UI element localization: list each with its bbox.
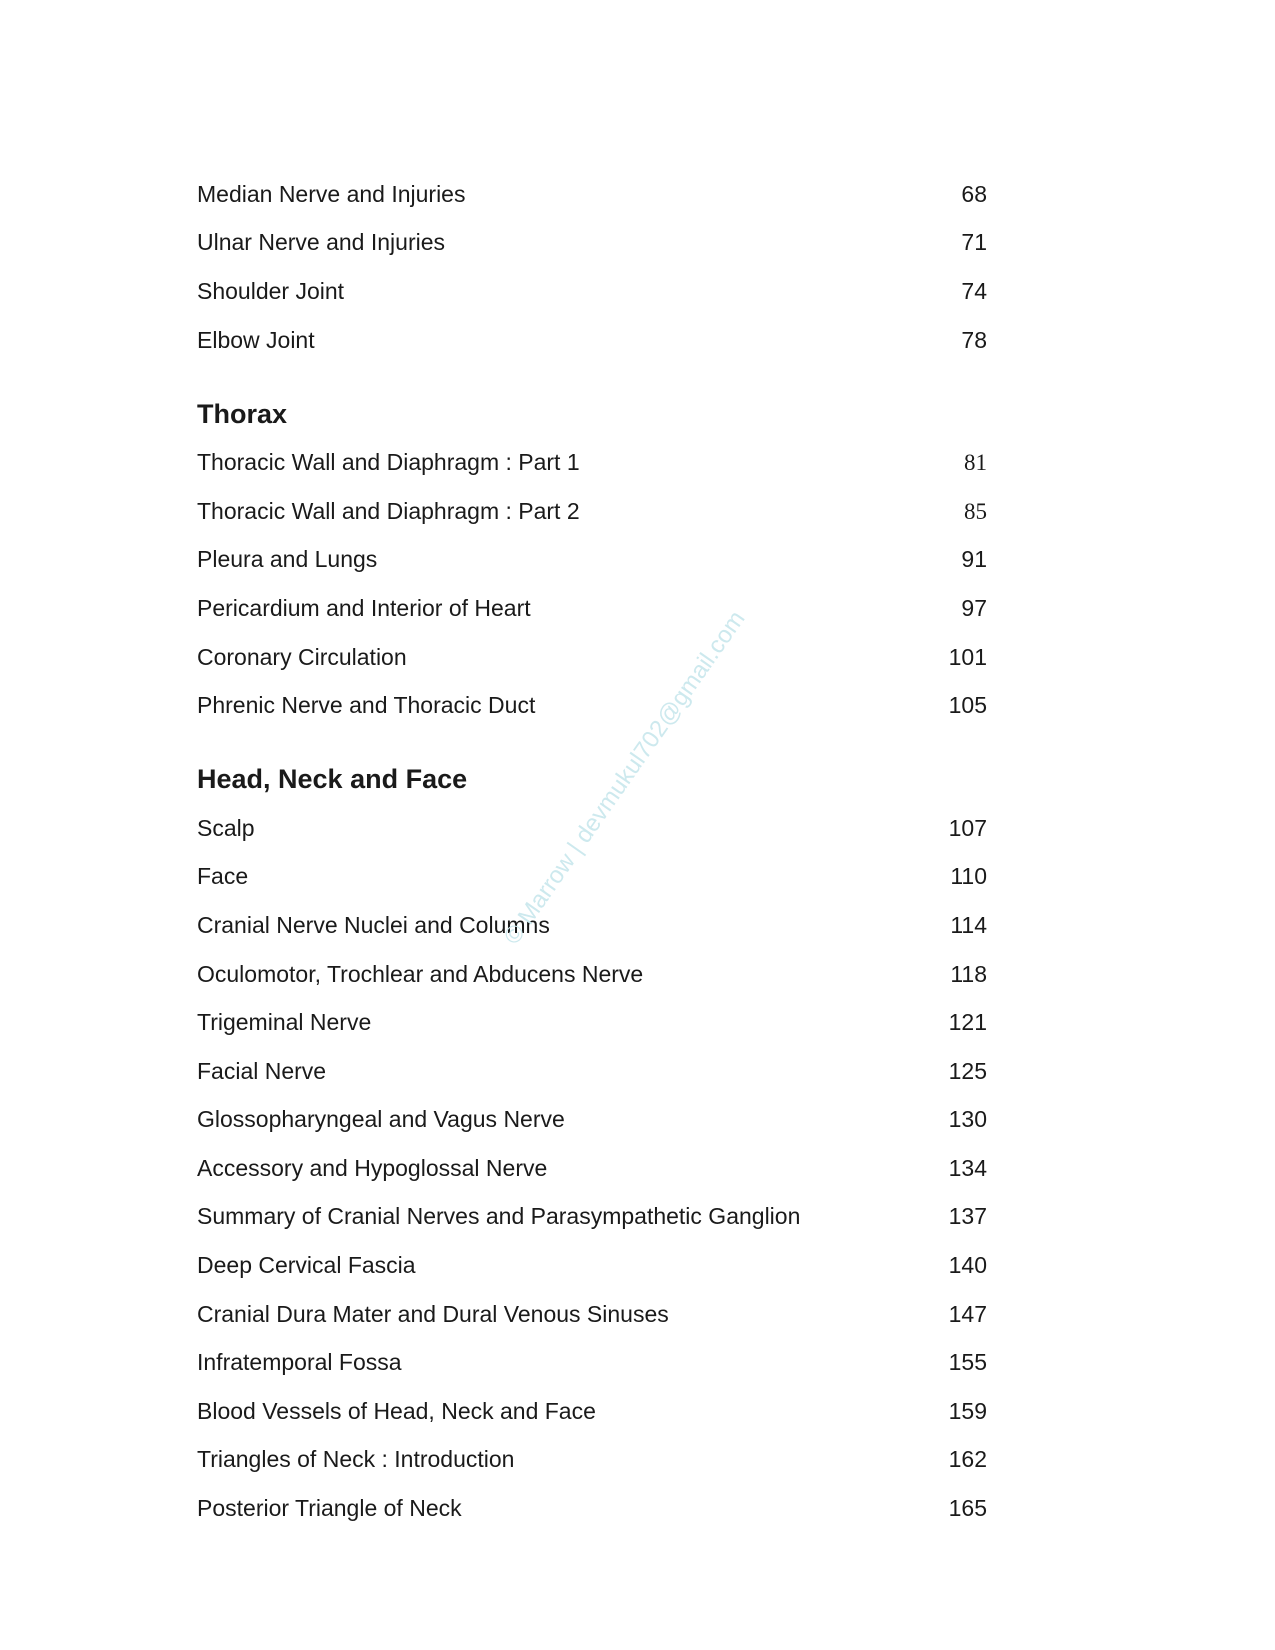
toc-entry[interactable] <box>197 1047 987 1096</box>
table-of-contents <box>197 170 987 1533</box>
toc-entry[interactable] <box>197 1338 987 1387</box>
toc-entry-page-number: 118 <box>950 960 987 987</box>
toc-entry-page-number: 147 <box>948 1300 987 1327</box>
toc-entry-title: Facial Nerve <box>197 1057 327 1084</box>
toc-entry[interactable] <box>197 804 987 853</box>
toc-entry-title: Cranial Nerve Nuclei and Columns <box>197 911 550 938</box>
toc-entry-title: Deep Cervical Fascia <box>197 1252 416 1279</box>
toc-entry[interactable] <box>197 633 987 682</box>
toc-entry-page-number: 105 <box>948 692 987 719</box>
toc-entry-title: Accessory and Hypoglossal Nerve <box>197 1154 548 1181</box>
toc-entry-page-number: 140 <box>948 1252 987 1279</box>
section-heading: Head, Neck and Face <box>197 764 468 795</box>
toc-entry-title: Coronary Circulation <box>197 643 407 670</box>
toc-entry[interactable] <box>197 1096 987 1145</box>
toc-entry-page-number: 97 <box>961 594 987 621</box>
toc-entry-title: Summary of Cranial Nerves and Parasympathetic Ganglion <box>197 1203 801 1230</box>
toc-entry-title: Pleura and Lungs <box>197 546 378 573</box>
toc-entry-title: Infratemporal Fossa <box>197 1349 402 1376</box>
toc-entry-title: Trigeminal Nerve <box>197 1009 372 1036</box>
toc-entry-page-number: 85 <box>964 498 987 524</box>
watermark: © Marrow | devmukul702@gmail.com <box>498 605 751 950</box>
toc-entry-page-number: 130 <box>948 1106 987 1133</box>
toc-entry-title: Face <box>197 863 249 890</box>
toc-entry[interactable] <box>197 487 987 536</box>
toc-entry-page-number: 91 <box>961 546 987 573</box>
toc-entry-title: Pericardium and Interior of Heart <box>197 594 531 621</box>
toc-entry[interactable] <box>197 267 987 316</box>
toc-entry-page-number: 110 <box>950 863 987 890</box>
toc-entry[interactable] <box>197 170 987 219</box>
toc-entry-page-number: 101 <box>948 643 987 670</box>
toc-entry-page-number: 162 <box>948 1446 987 1473</box>
toc-entry-title: Scalp <box>197 814 255 841</box>
toc-entry-title: Oculomotor, Trochlear and Abducens Nerve <box>197 960 644 987</box>
toc-entry[interactable] <box>197 901 987 950</box>
toc-entry[interactable] <box>197 681 987 730</box>
toc-entry-title: Blood Vessels of Head, Neck and Face <box>197 1397 596 1424</box>
toc-entry-page-number: 74 <box>961 277 987 304</box>
toc-entry-title: Cranial Dura Mater and Dural Venous Sinuses <box>197 1300 669 1327</box>
toc-entry[interactable] <box>197 219 987 268</box>
toc-entry-page-number: 68 <box>961 180 987 207</box>
toc-entry[interactable] <box>197 998 987 1047</box>
toc-entry-page-number: 134 <box>948 1154 987 1181</box>
toc-entry[interactable] <box>197 950 987 999</box>
toc-entry[interactable] <box>197 584 987 633</box>
toc-entry-page-number: 137 <box>948 1203 987 1230</box>
toc-entry-page-number: 159 <box>948 1397 987 1424</box>
toc-entry-title: Ulnar Nerve and Injuries <box>197 229 446 256</box>
toc-entry-page-number: 71 <box>961 229 987 256</box>
toc-entry[interactable] <box>197 1193 987 1242</box>
toc-entry-page-number: 155 <box>948 1349 987 1376</box>
toc-entry[interactable] <box>197 438 987 487</box>
toc-entry-title: Phrenic Nerve and Thoracic Duct <box>197 692 536 719</box>
toc-entry-page-number: 107 <box>948 814 987 841</box>
toc-entry-page-number: 81 <box>964 450 987 476</box>
toc-entry[interactable] <box>197 1436 987 1485</box>
toc-entry-page-number: 78 <box>961 326 987 353</box>
toc-entry[interactable] <box>197 1144 987 1193</box>
toc-entry-title: Glossopharyngeal and Vagus Nerve <box>197 1106 565 1133</box>
toc-entry-title: Elbow Joint <box>197 326 315 353</box>
toc-entry-title: Shoulder Joint <box>197 277 345 304</box>
toc-entry-page-number: 114 <box>950 911 987 938</box>
toc-entry-title: Triangles of Neck : Introduction <box>197 1446 515 1473</box>
section-heading: Thorax <box>197 398 288 429</box>
toc-entry[interactable] <box>197 316 987 365</box>
toc-entry-page-number: 121 <box>948 1009 987 1036</box>
toc-entry[interactable] <box>197 1387 987 1436</box>
toc-entry[interactable] <box>197 1241 987 1290</box>
toc-entry[interactable] <box>197 853 987 902</box>
toc-entry-page-number: 125 <box>948 1057 987 1084</box>
toc-entry[interactable] <box>197 1484 987 1533</box>
toc-entry[interactable] <box>197 1290 987 1339</box>
toc-entry-title: Thoracic Wall and Diaphragm : Part 2 <box>197 497 580 524</box>
toc-entry-title: Median Nerve and Injuries <box>197 180 466 207</box>
toc-entry-title: Posterior Triangle of Neck <box>197 1495 462 1522</box>
toc-entry[interactable] <box>197 536 987 585</box>
toc-entry-page-number: 165 <box>948 1495 987 1522</box>
toc-entry-title: Thoracic Wall and Diaphragm : Part 1 <box>197 449 580 476</box>
